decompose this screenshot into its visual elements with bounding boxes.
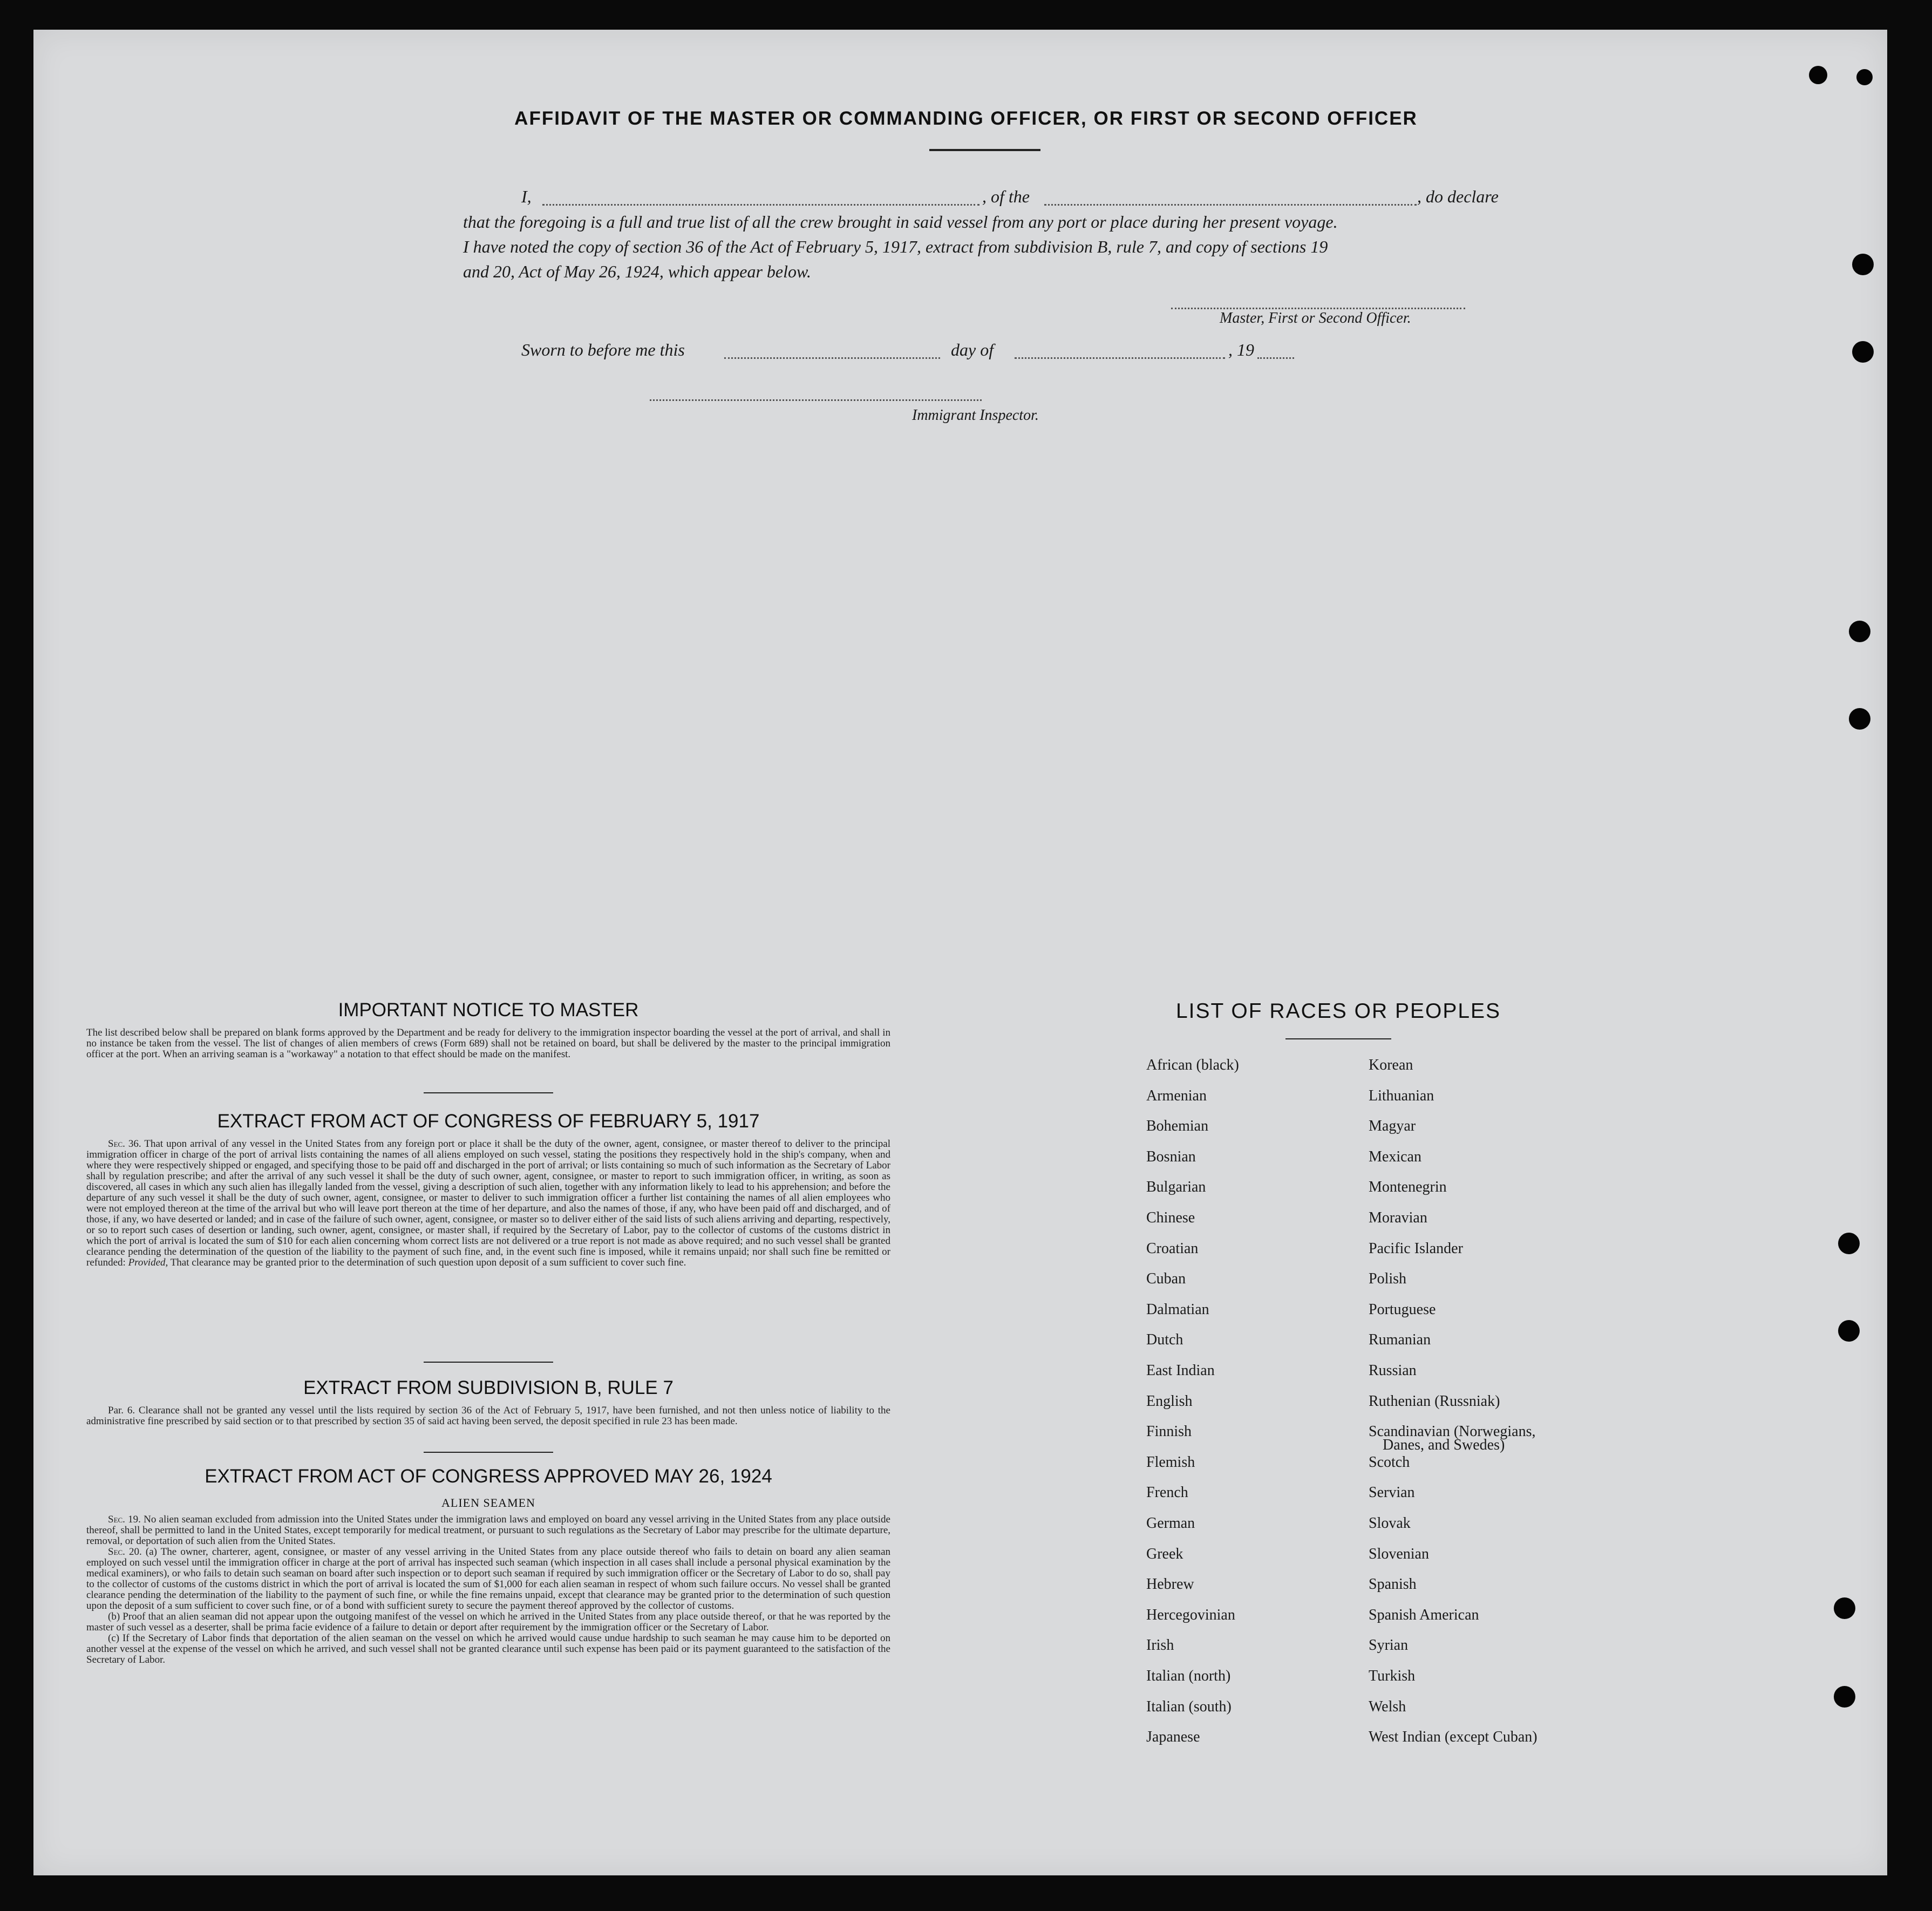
of-the-label: , of the	[982, 187, 1030, 206]
notice-title: IMPORTANT NOTICE TO MASTER	[338, 999, 639, 1021]
do-declare-label: , do declare	[1417, 187, 1499, 206]
race-right-item: Polish	[1369, 1270, 1407, 1287]
punch-hole	[1838, 1233, 1860, 1254]
declarant-label: I,	[521, 187, 532, 206]
vessel-name-line[interactable]	[1044, 204, 1417, 206]
sec36-text: That upon arrival of any vessel in the United States from any foreign port or place it shall be the duty of the owner, agent, consignee, or master thereof to deliver to the principal immigration officer in charge of the port of arrival lists containing the names of all aliens employed on such vessel, stating the positions they respectively hold in the ship's company, when and where they were respectively shipped or engaged, and specifying those to be paid off and discharged in the port of arrival; or lists containing so much of such information as the Secretary of Labor shall by regulation prescribe; and after the arrival of any such vessel it shall be the duty of such owner, agent, consignee, or master to report to such immigration officer, in writing, as soon as discovered, all cases in which any such alien has illegally landed from the vessel, giving a description of such alien, together with any information likely to lead to his apprehension; and before the departure of any such vessel it shall be the duty of such owner, agent, consignee, or master to deliver to such immigration officer a further list containing the names of all alien employees who were not employed thereon at the time of the arrival but who will leave port thereon at the time of her departure, and also the names of those, if any, who have been paid off and discharged, and of those, if any, wo have deserted or landed; and in case of the failure of such owner, agent, consignee, or master so to deliver either of the said lists of such aliens arriving and departing, respectively, or so to report such cases of desertion or landing, such owner, agent, consignee, or master shall, if required by the Secretary of Labor, pay to the collector of customs of the customs district in which the port of arrival is located the sum of $10 for each alien concerning whom correct lists are not delivered or a true report is not made as above required; and no such vessel shall be granted clearance pending the determination of the question of the liability to the payment of such fine, and, in the event such fine is imposed, while it remains unpaid; nor shall such fine be remitted or refunded:	[86, 1138, 890, 1268]
sec19-label: Sec. 19.	[108, 1514, 141, 1525]
punch-hole	[1849, 621, 1870, 642]
race-left-item: English	[1146, 1393, 1193, 1410]
race-left-item: Greek	[1146, 1546, 1183, 1562]
races-title: LIST OF RACES OR PEOPLES	[1175, 999, 1501, 1023]
race-right-item: Servian	[1369, 1484, 1415, 1501]
extract-1924-body	[86, 1514, 890, 1665]
races-rule	[1285, 1038, 1391, 1039]
race-right-item: Slovak	[1369, 1515, 1411, 1532]
sworn-label: Sworn to before me this	[521, 340, 685, 359]
race-right-item: Magyar	[1369, 1118, 1416, 1134]
extract-rule7-rule	[424, 1452, 553, 1453]
day-of-label: day of	[951, 340, 994, 359]
race-left-item: Bulgarian	[1146, 1179, 1206, 1195]
race-right-item: Scotch	[1369, 1454, 1410, 1471]
race-right-item: Russian	[1369, 1362, 1417, 1379]
declarant-name-line[interactable]	[542, 204, 979, 206]
race-right-item: West Indian (except Cuban)	[1369, 1729, 1538, 1745]
race-right-item: Montenegrin	[1369, 1179, 1447, 1195]
punch-hole	[1838, 1320, 1860, 1342]
race-right-item: Scandinavian (Norwegians,	[1369, 1423, 1536, 1440]
extract-rule7-title: EXTRACT FROM SUBDIVISION B, RULE 7	[303, 1377, 674, 1398]
race-left-item: Bosnian	[1146, 1148, 1196, 1165]
signature-line[interactable]	[1171, 308, 1465, 309]
extract-rule7-body: Par. 6. Clearance shall not be granted any vessel until the lists required by section 36 of the Act of February 5, 1917, have been furnished, and not then unless notice of liability to the administrative fine prescribed by said section or to that prescribed by section 35 of said act having been served, the deposit specified in rule 23 has been made.	[86, 1405, 890, 1427]
race-left-item: Chinese	[1146, 1209, 1195, 1226]
provided-label: Provided,	[128, 1257, 168, 1268]
race-left-item: Irish	[1146, 1637, 1174, 1654]
punch-hole	[1852, 254, 1874, 275]
punch-hole	[1849, 708, 1870, 730]
race-left-item: Cuban	[1146, 1270, 1186, 1287]
race-right-item: Spanish American	[1369, 1607, 1479, 1623]
race-right-item: Ruthenian (Russniak)	[1369, 1393, 1500, 1410]
race-right-item: Welsh	[1369, 1698, 1406, 1715]
alien-seamen-subtitle: ALIEN SEAMEN	[441, 1496, 535, 1509]
declaration-line-4: and 20, Act of May 26, 1924, which appear below.	[463, 262, 811, 281]
race-left-item: Flemish	[1146, 1454, 1195, 1471]
signature-caption: Master, First or Second Officer.	[1220, 310, 1411, 327]
race-left-item: Bohemian	[1146, 1118, 1209, 1134]
sec19-paragraph	[86, 1514, 890, 1547]
race-right-item: Lithuanian	[1369, 1087, 1434, 1104]
race-left-item: French	[1146, 1484, 1188, 1501]
race-right-item: Pacific Islander	[1369, 1240, 1463, 1257]
race-right-item: Turkish	[1369, 1668, 1416, 1684]
sec20b-paragraph: (b) Proof that an alien seaman did not appear upon the outgoing manifest of the vessel on which he arrived in the United States from any place outside thereof, or that he was reported by the master of such vessel as a deserter, shall be prima facie evidence of a failure to detain or deport after requirement by the immigration officer or the Secretary of Labor.	[86, 1611, 890, 1633]
sec20c-paragraph: (c) If the Secretary of Labor finds that deportation of the alien seaman on the vessel on which he arrived would cause undue hardship to such seaman he may cause him to be deported on another vessel at the expense of the vessel on which he arrived, and such vessel shall not be granted clearance until such expense has been paid or its payment guaranteed to the satisfaction of the Secretary of Labor.	[86, 1633, 890, 1665]
sec20a-paragraph	[86, 1547, 890, 1611]
punch-hole	[1852, 341, 1874, 363]
race-left-item: Dalmatian	[1146, 1301, 1209, 1318]
affidavit-title: AFFIDAVIT OF THE MASTER OR COMMANDING OFFICER, OR FIRST OR SECOND OFFICER	[514, 108, 1418, 129]
declaration-line-2: that the foregoing is a full and true list of all the crew brought in said vessel from any port or place during her present voyage.	[463, 212, 1338, 232]
race-left-item: German	[1146, 1515, 1195, 1532]
title-rule	[929, 149, 1040, 151]
sec20-label: Sec. 20.	[108, 1546, 142, 1558]
declaration-line-3: I have noted the copy of section 36 of the Act of February 5, 1917, extract from subdivision B, rule 7, and copy of sections 19	[463, 237, 1328, 256]
race-left-item: East Indian	[1146, 1362, 1215, 1379]
race-right-item: Rumanian	[1369, 1331, 1431, 1348]
inspector-caption: Immigrant Inspector.	[912, 407, 1039, 424]
race-left-item: Finnish	[1146, 1423, 1192, 1440]
sec36-text-end: That clearance may be granted prior to the determination of such question upon deposit of a sum sufficient to cover such fine.	[170, 1257, 686, 1268]
inspector-signature-line[interactable]	[650, 399, 982, 401]
punch-hole	[1856, 69, 1873, 85]
extract-1917-title: EXTRACT FROM ACT OF CONGRESS OF FEBRUARY 5, 1917	[217, 1111, 760, 1132]
race-left-item: Hebrew	[1146, 1576, 1194, 1593]
race-right-item: Mexican	[1369, 1148, 1421, 1165]
punch-hole	[1834, 1597, 1855, 1619]
race-left-item: Croatian	[1146, 1240, 1199, 1257]
sec20a-text: (a) The owner, charterer, agent, consignee, or master of any vessel arriving in the United States from any place outside thereof who fails to detain on board any alien seaman employed on such vessel until the immigration officer in charge at the port of arrival has inspected such seaman (which inspection in all cases shall include a personal physical examination by the medical examiners), or who fails to detain such seaman on board after such inspection or to deport such seaman if required by such immigration officer or the Secretary of Labor to do so, shall pay to the collector of customs of the customs district in which the port of arrival is located the sum of $1,000 for each alien seaman in respect of whom such failure occurs. No vessel shall be granted clearance pending the determination of the liability to the payment of such fine, or while the fine remains unpaid, except that clearance may be granted prior to the determination of such question upon the deposit of a sum sufficient to cover such fine, or of a bond with sufficient surety to secure the payment thereof approved by the collector of customs.	[86, 1546, 891, 1611]
race-left-item: Armenian	[1146, 1087, 1207, 1104]
race-scandinavian-continued: Danes, and Swedes)	[1383, 1437, 1505, 1453]
sworn-day-line[interactable]	[724, 357, 940, 359]
race-right-item: Portuguese	[1369, 1301, 1436, 1318]
extract-1924-title: EXTRACT FROM ACT OF CONGRESS APPROVED MAY 26, 1924	[205, 1466, 772, 1487]
notice-body: The list described below shall be prepared on blank forms approved by the Department and be ready for delivery to the immigration inspector boarding the vessel at the port of arrival, and shall in no instance be taken from the vessel. The list of changes of alien members of crews (Form 689) shall not be retained on board, but shall be delivered by the master to the principal immigration officer at the port. When an arriving seaman is a "workaway" a notation to that effect should be made on the manifest.	[86, 1027, 890, 1060]
sworn-year-line[interactable]	[1257, 357, 1294, 359]
race-left-item: Italian (south)	[1146, 1698, 1232, 1715]
sec36-label: Sec. 36.	[108, 1138, 141, 1150]
race-left-item: Italian (north)	[1146, 1668, 1231, 1684]
extract-1917-rule	[424, 1362, 553, 1363]
race-right-item: Spanish	[1369, 1576, 1417, 1593]
sworn-month-line[interactable]	[1015, 357, 1225, 359]
notice-rule	[424, 1092, 553, 1093]
punch-hole	[1809, 66, 1827, 84]
extract-1917-body	[86, 1139, 890, 1268]
punch-hole	[1834, 1686, 1855, 1708]
race-left-item: African (black)	[1146, 1057, 1239, 1073]
race-right-item: Slovenian	[1369, 1546, 1429, 1562]
year-label: , 19	[1228, 340, 1254, 359]
race-left-item: Dutch	[1146, 1331, 1183, 1348]
race-left-item: Japanese	[1146, 1729, 1200, 1745]
race-right-item: Moravian	[1369, 1209, 1427, 1226]
race-right-item: Korean	[1369, 1057, 1413, 1073]
race-left-item: Hercegovinian	[1146, 1607, 1235, 1623]
sec19-text: No alien seaman excluded from admission into the United States under the immigration laws and employed on board any vessel arriving in the United States from any place outside thereof, shall be permitted to land in the United States, except temporarily for medical treatment, or pursuant to such regulations as the Secretary of Labor may prescribe for the ultimate departure, removal, or deportation of such alien from the United States.	[86, 1514, 890, 1547]
race-right-item: Syrian	[1369, 1637, 1409, 1654]
